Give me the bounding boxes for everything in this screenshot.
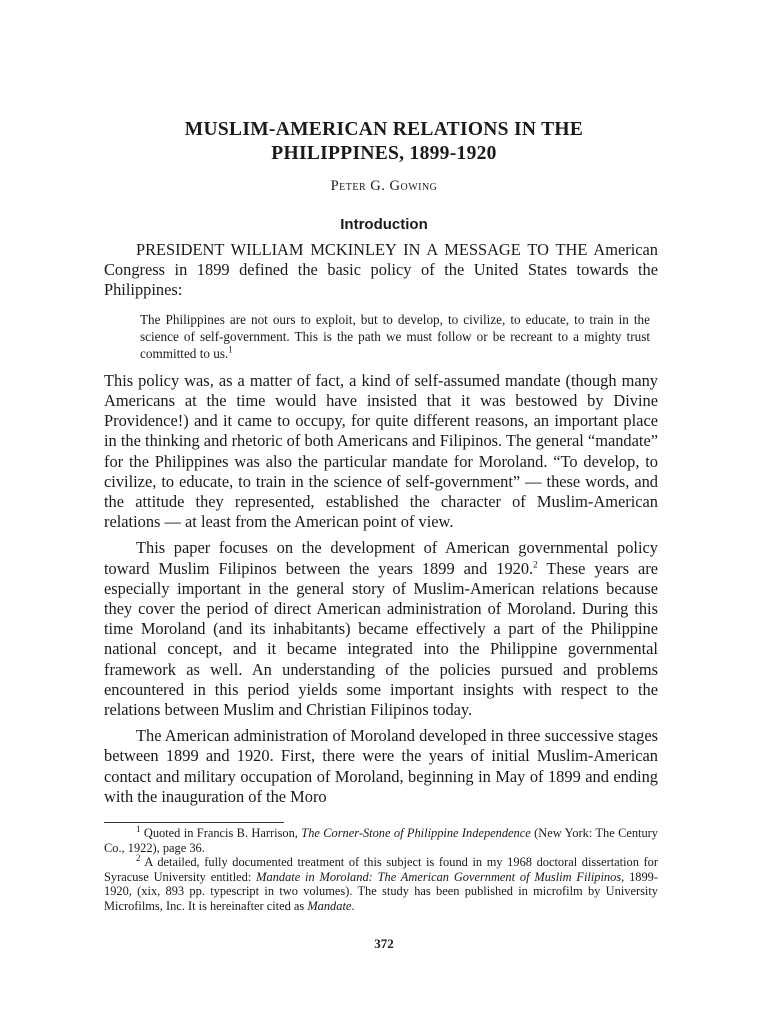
footnote-1 xyxy=(104,823,659,855)
footnote-2-italic-1: Mandate in Moroland: The American Government of Muslim Filipinos, xyxy=(256,869,625,884)
block-quote xyxy=(140,311,650,363)
paragraph-2-part-b: These years are especially important in the general story of Muslim-American relations because they cover the period of direct American administration of Moroland. During this time Moroland (and its inhabitants) became effectively a part of the Philippine national concept, and it became integrated into the Philippine governmental framework as well. An understanding of the policies pursued and problems encountered in this period yields some important insights with respect to the relations between Muslim and Christian Filipinos today. xyxy=(104,558,658,720)
intro-lead: PRESIDENT WILLIAM MCKINLEY IN A MESSAGE TO THE xyxy=(136,240,588,259)
quote-text: The Philippines are not ours to exploit, but to develop, to civilize, to educate, to train in the science of self-government. This is the path we must follow or be recreant to a mighty trust committed to us. xyxy=(140,311,650,362)
title-line-2: PHILIPPINES, 1899-1920 xyxy=(271,143,497,164)
author-name: Peter G. Gowing xyxy=(330,178,438,194)
paragraph-2-part-a: This paper focuses on the development of American governmental policy toward Muslim Filipinos between the years 1899 and 1920. xyxy=(104,538,658,578)
intro-rest: American Congress in 1899 defined the basic policy of the United States towards the Philippines: xyxy=(104,240,658,300)
footnote-2-mark: 2 xyxy=(136,853,141,864)
footnote-2-text-a: A detailed, fully documented treatment of this subject is found in my 1968 doctoral dissertation for Syracuse University entitled: xyxy=(104,855,658,884)
footnote-2-text-c: . xyxy=(351,898,355,913)
footnote-2-italic-2: Mandate xyxy=(307,898,352,913)
article-title xyxy=(100,118,668,166)
intro-paragraph xyxy=(104,240,658,301)
footnote-2 xyxy=(104,855,658,913)
title-line-1: MUSLIM-AMERICAN RELATIONS IN THE xyxy=(184,119,584,140)
footnote-1-text-b: (New York: The Century Co., 1922), page 36. xyxy=(104,826,659,855)
paragraph-1: This policy was, as a matter of fact, a kind of self-assumed mandate (though many Americans at the time would have insisted that it was bestowed by Divine Providence!) and it came to occupy, for quite different reasons, an important place in the thinking and rhetoric of both Americans and Filipinos. The general “mandate” for the Philippines was also the particular mandate for Moroland. “To develop, to civilize, to educate, to train in the science of self-government” — these words, and the attitude they represented, established the character of Muslim-American relations — at least from the American point of view. xyxy=(104,370,658,532)
footnote-rule xyxy=(104,822,284,823)
footnote-1-mark: 1 xyxy=(136,823,141,834)
article-body xyxy=(104,240,658,807)
paragraph-2 xyxy=(104,538,658,720)
paragraph-3: The American administration of Moroland developed in three successive stages between 1899 and 1920. First, there were the years of initial Muslim-American contact and military occupation of Moroland, beginning in May of 1899 and ending with the inauguration of the Moro xyxy=(104,726,658,806)
page-number: 372 xyxy=(374,936,394,951)
footnotes xyxy=(104,823,659,914)
footnote-1-italic: The Corner-Stone of Philippine Independence xyxy=(301,826,531,840)
footnote-2-text-b: 1899-1920, (xix, 893 pp. typescript in two volumes). The study has been published in microfilm by University Microfilms, Inc. It is hereinafter cited as xyxy=(104,869,658,913)
paragraph-2-footnote-ref: 2 xyxy=(533,559,538,570)
quote-footnote-ref: 1 xyxy=(228,345,233,356)
footnote-1-text-a: Quoted in Francis B. Harrison, xyxy=(140,826,302,840)
section-heading: Introduction xyxy=(340,216,428,233)
